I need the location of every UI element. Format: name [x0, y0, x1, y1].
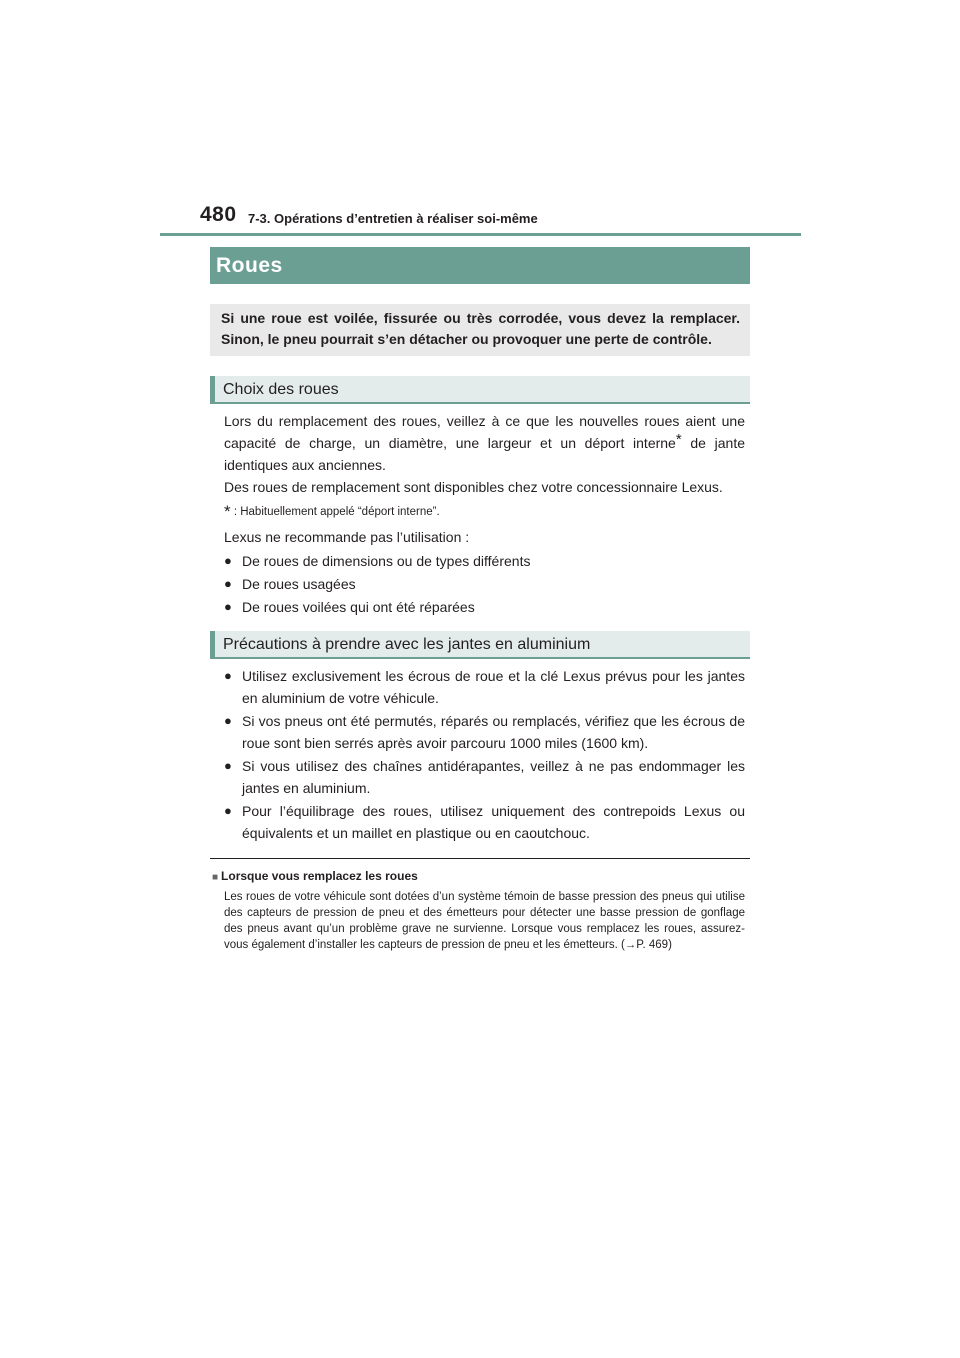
- header-rule: [160, 233, 801, 236]
- section-reference: 7-3. Opérations d’entretien à réaliser soi-même: [248, 211, 538, 226]
- footnote-text: : Habituellement appelé “déport interne”.: [233, 506, 440, 518]
- bullet-icon: ●: [224, 668, 232, 683]
- list-item-text: De roues de dimensions ou de types différents: [242, 553, 531, 569]
- section-heading-precautions: Précautions à prendre avec les jantes en aluminium: [210, 631, 750, 659]
- bullet-icon: ●: [224, 713, 232, 728]
- para1-line1: Lors du remplacement des roues, veillez à ce que les nouvelles roues aient une: [224, 413, 745, 429]
- page-number: 480: [200, 203, 237, 226]
- intro-box: [210, 304, 750, 356]
- intro-line-2: Sinon, le pneu pourrait s’en détacher ou provoquer une perte de contrôle.: [221, 331, 712, 347]
- square-bullet-icon: ■: [212, 872, 219, 883]
- list-item-text: Utilisez exclusivement les écrous de roue et la clé Lexus prévus pour les jantes en aluminium de votre véhicule.: [242, 668, 745, 706]
- list-item-text: Si vos pneus ont été permutés, réparés ou remplacés, vérifiez que les écrous de roue sont bien serrés après avoir parcouru 1000 miles (1600 km).: [242, 713, 745, 751]
- bullet-icon: ●: [224, 576, 232, 591]
- list-item: [224, 800, 745, 844]
- section2-bullets: [224, 665, 745, 844]
- list-item: [224, 550, 745, 572]
- list-item: [224, 573, 745, 595]
- list-item-text: De roues voilées qui ont été réparées: [242, 599, 475, 615]
- section1-bullets: [224, 550, 745, 618]
- list-item: [224, 755, 745, 799]
- note-divider: [210, 858, 750, 859]
- para1-line2a: capacité de charge, un diamètre, une largeur et un déport interne: [224, 435, 676, 451]
- bullet-icon: ●: [224, 599, 232, 614]
- section-heading-choix: Choix des roues: [210, 376, 750, 404]
- footnote-star: *: [224, 502, 231, 521]
- list-item: [224, 596, 745, 618]
- list-item-text: Pour l’équilibrage des roues, utilisez uniquement des contrepoids Lexus ou équivalents et un maillet en plastique ou en caoutchouc.: [242, 803, 745, 841]
- bullet-icon: ●: [224, 553, 232, 568]
- para2: Des roues de remplacement sont disponibles chez votre concessionnaire Lexus.: [224, 479, 723, 495]
- list-item: [224, 665, 745, 709]
- page-title: Roues: [210, 247, 750, 284]
- note-heading: [212, 869, 418, 883]
- footnote: [224, 502, 745, 522]
- lead-text: Lexus ne recommande pas l’utilisation :: [224, 529, 470, 545]
- note-body: Les roues de votre véhicule sont dotées d’un système témoin de basse pression des pneus qui utilise des capteurs de pression de pneu et des émetteurs pour détecter une basse pression de gonflage des pneus avant qu’un problème grave ne survienne. Lorsque vous remplacez les roues, assurez-vous également d’installer les capteurs de pression de pneu et les émetteurs. (→P. 469): [224, 891, 745, 951]
- note-heading-text: Lorsque vous remplacez les roues: [221, 869, 418, 883]
- para1-line3: identiques aux anciennes.: [224, 457, 386, 473]
- intro-line-1: Si une roue est voilée, fissurée ou très corrodée, vous devez la remplacer.: [221, 310, 740, 326]
- para1-line2: [224, 432, 745, 454]
- bullet-icon: ●: [224, 803, 232, 818]
- bullet-icon: ●: [224, 758, 232, 773]
- para1-line2b: de jante: [681, 435, 745, 451]
- list-item: [224, 710, 745, 754]
- footnote-star-ref: *: [675, 431, 682, 448]
- section1-body: [224, 410, 745, 548]
- list-item-text: De roues usagées: [242, 576, 356, 592]
- list-item-text: Si vous utilisez des chaînes antidérapantes, veillez à ne pas endommager les jantes en aluminium.: [242, 758, 745, 796]
